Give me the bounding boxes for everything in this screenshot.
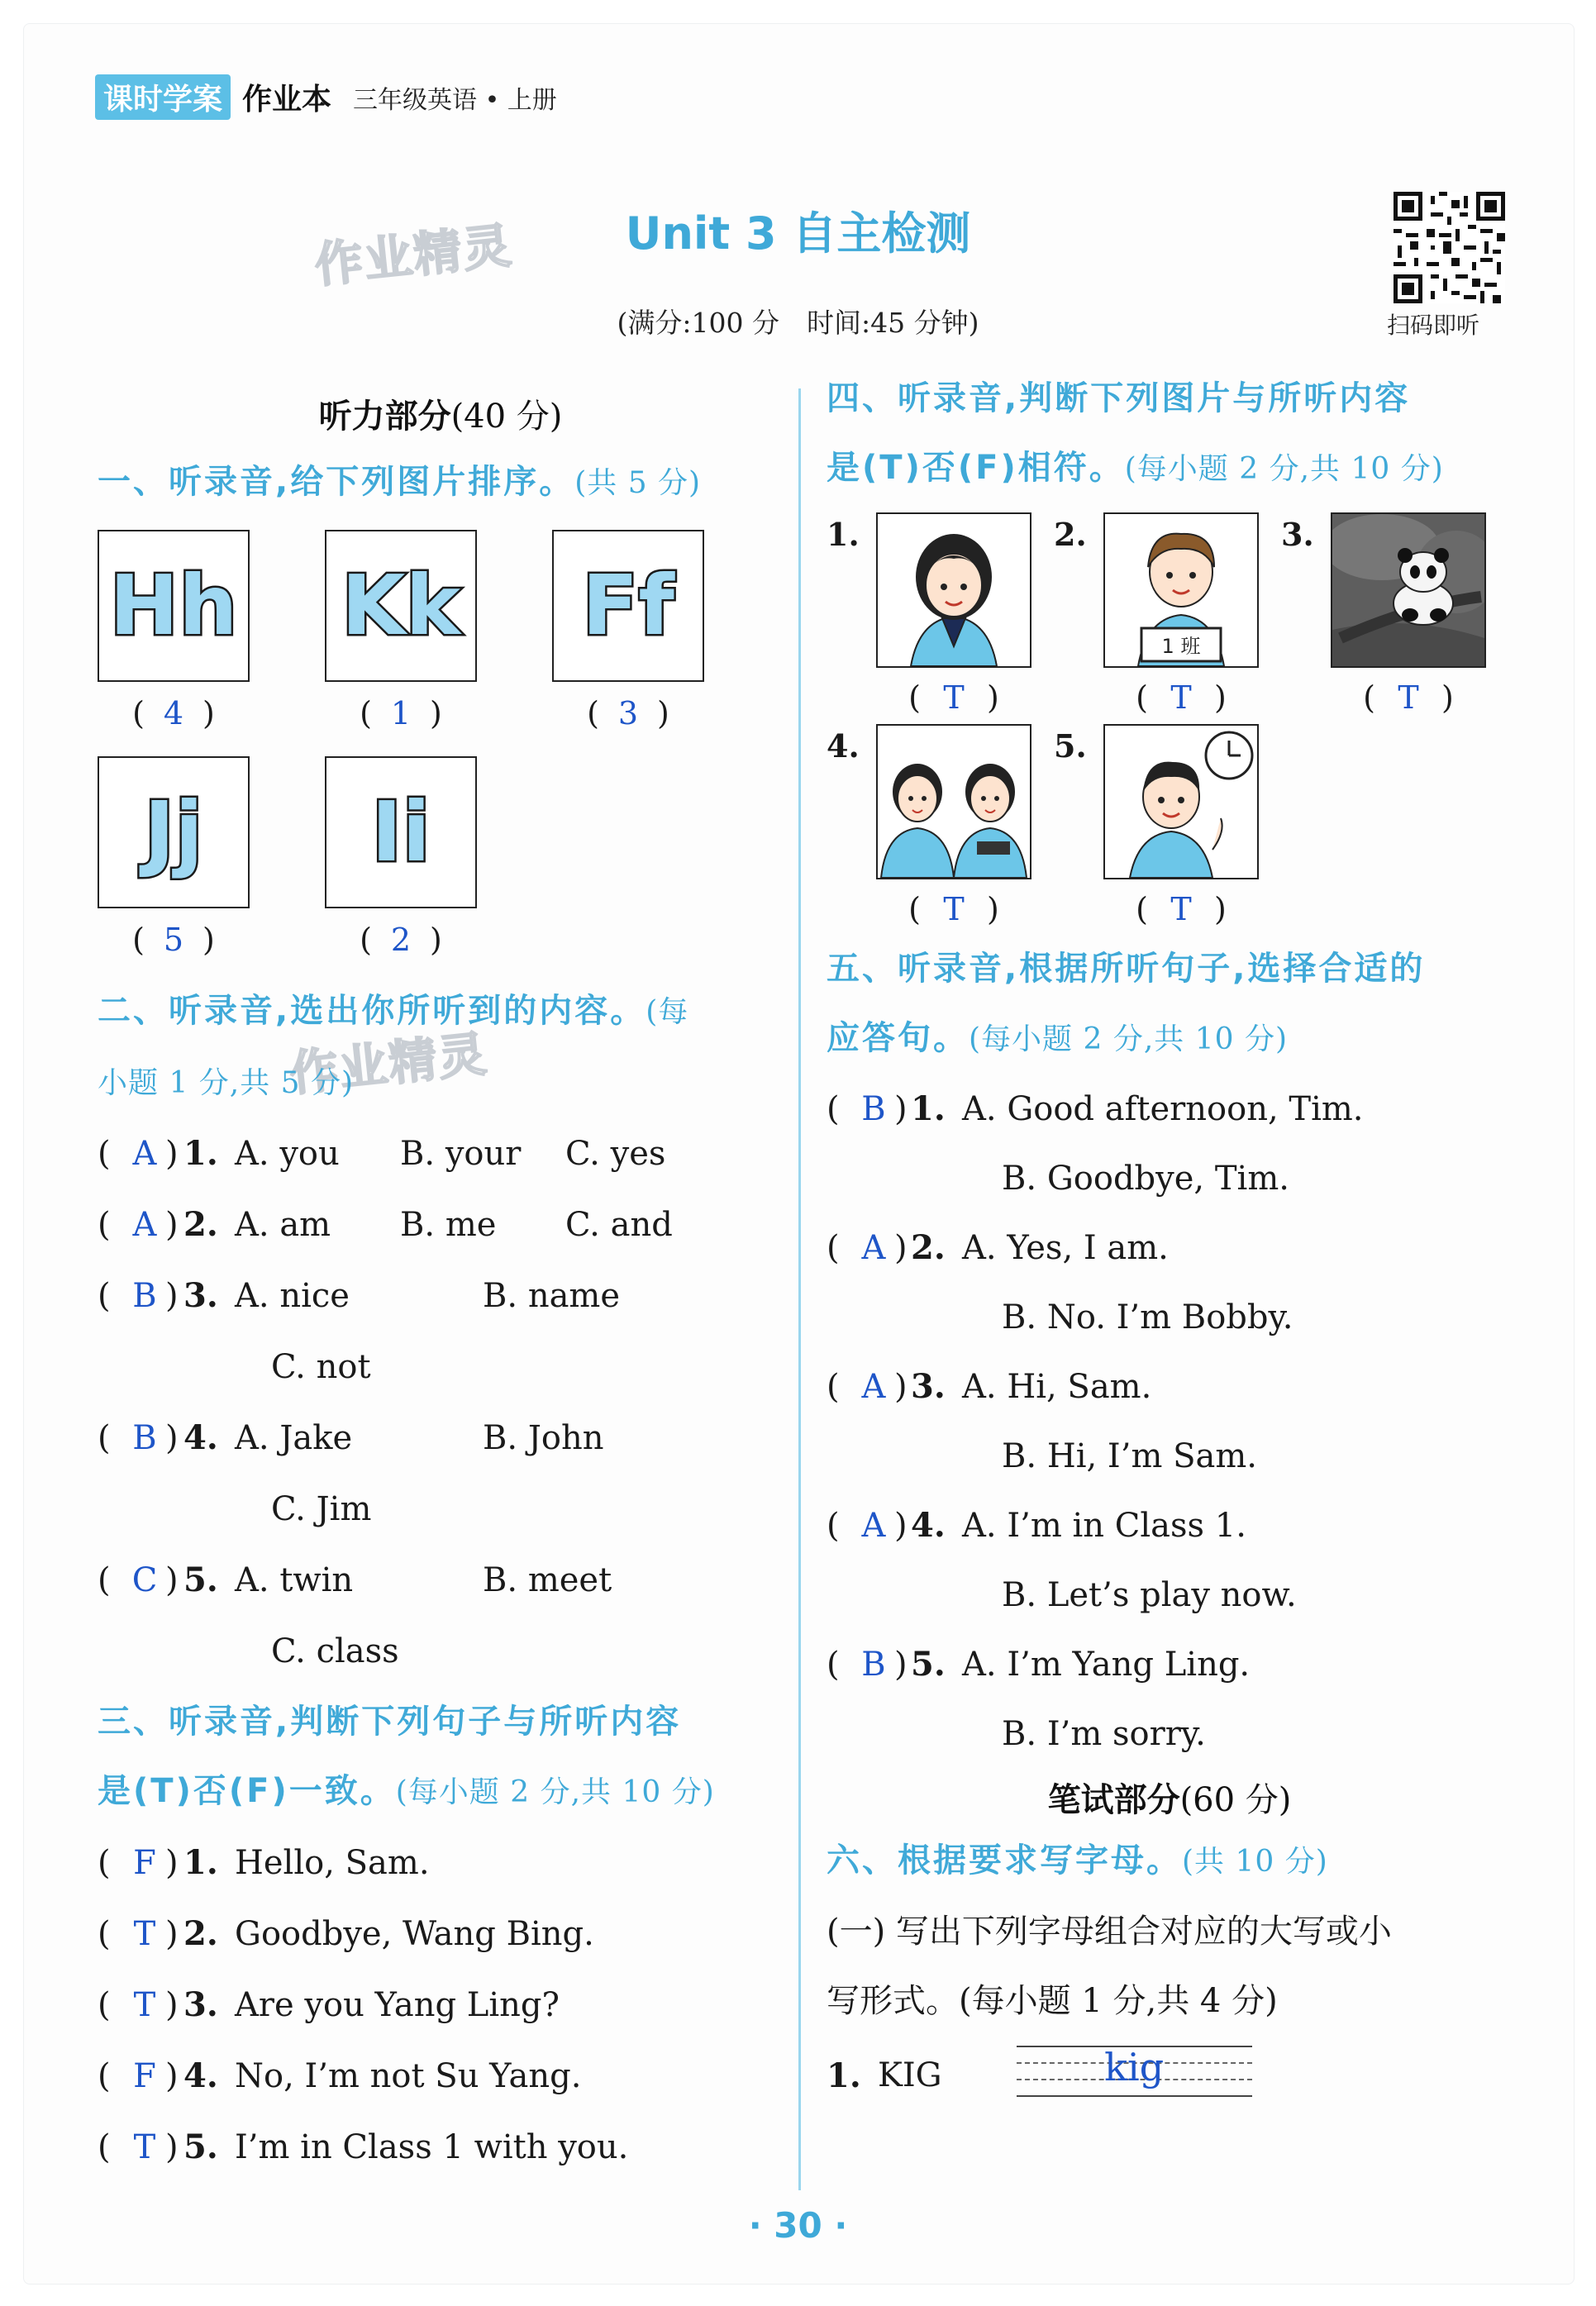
answer-text[interactable]: 1 [390,695,412,731]
option-b[interactable]: B. me [400,1206,497,1244]
right-column [827,379,1513,2108]
question-row: ( A ) 2. A. am B. me C. and [98,1189,784,1260]
qr-label: 扫码即听 [1387,312,1480,339]
question-row: ( B ) 4. A. Jake B. John [98,1403,784,1474]
answer-paren: ( 5 ) [132,922,215,958]
question-row: ( T ) 5. I’m in Class 1 with you. [98,2112,784,2183]
letter-prompt: KIG [878,2056,942,2094]
listening-points: (40 分) [450,398,563,436]
page-number: · 30 · [748,2205,848,2246]
picture-number: 2. [1054,516,1087,553]
section-5-heading [827,934,1513,1074]
option-b[interactable]: B. I’m sorry. [1002,1715,1206,1753]
writing-points: (60 分) [1179,1781,1292,1819]
option-a[interactable]: A. am [235,1206,331,1244]
letter-card [98,530,325,731]
picture-number: 1. [827,516,860,553]
question-row: ( F ) 4. No, I’m not Su Yang. [98,2041,784,2112]
girl-student-icon [878,514,1030,666]
writing-part-title [827,1774,1513,1821]
question-row: ( A ) 4. A. I’m in Class 1. [827,1491,1513,1560]
question-number: 4. [911,1506,946,1545]
letter-card [325,530,552,731]
book-header [95,74,557,120]
section-3-title: 三、听录音,判断下列句子与所听内容 [98,1703,682,1741]
answer-text[interactable]: F [133,2057,156,2095]
two-girls-icon [878,726,1030,878]
question-number: 3. [183,1276,218,1315]
four-line-writing-area[interactable] [1017,2042,1252,2108]
question-number: 5. [911,1645,946,1684]
answer-text[interactable]: A [132,1206,157,1244]
write-question-row [827,2042,1513,2108]
option-b[interactable]: B. Hi, I’m Sam. [1002,1437,1257,1475]
question-number: 1. [183,1134,218,1173]
listening-part-title [98,390,784,437]
sentence-text: No, I’m not Su Yang. [235,2057,582,2095]
option-b[interactable]: B. Goodbye, Tim. [1002,1160,1289,1198]
letter-box-ff [552,530,704,682]
answer-text[interactable]: B [132,1277,157,1315]
question-row: ( A ) 1. A. you B. your C. yes [98,1118,784,1189]
column-divider [798,388,801,2190]
question-row: ( T ) 3. Are you Yang Ling? [98,1970,784,2041]
answer-paren: ( T ) [1136,679,1227,716]
section-3-note: (每小题 2 分,共 10 分) [395,1775,715,1809]
option-c[interactable]: C. class [271,1632,399,1670]
option-b[interactable]: B. your [400,1135,522,1173]
option-a[interactable]: A. you [235,1135,340,1173]
section-2-note: (每 [646,995,689,1029]
letter-card [552,530,779,731]
brand-title: 作业本 [242,83,332,117]
option-c[interactable]: C. not [271,1348,371,1386]
picture-item [1054,512,1281,716]
letter-card [98,756,325,958]
letter-box-jj [98,756,250,908]
section-4-note: (每小题 2 分,共 10 分) [1124,452,1444,486]
letter-glyph: Hh [109,557,238,654]
listening-title: 听力部分 [318,398,451,436]
letter-glyph: Ff [582,557,674,654]
answer-text[interactable]: 3 [617,695,639,731]
brand-label: 课时学案 [95,74,231,120]
sentence-text: Goodbye, Wang Bing. [235,1915,594,1953]
section-1-note: (共 5 分) [574,466,702,500]
letter-ii-icon [328,783,474,882]
sentence-text: Hello, Sam. [235,1844,430,1882]
answer-text[interactable]: 4 [163,695,184,731]
score-time-info: (满分:100 分 时间:45 分钟) [617,307,979,339]
question-number: 5. [183,1560,218,1599]
question-row: ( A ) 2. A. Yes, I am. [827,1213,1513,1283]
option-c[interactable]: C. yes [565,1135,666,1173]
option-a[interactable]: A. Hi, Sam. [962,1368,1152,1406]
letter-ff-icon [555,556,701,655]
section-6-note: (共 10 分) [1182,1845,1328,1879]
question-number: 3. [183,1985,218,2024]
left-column [98,388,784,2183]
section-1-heading [98,447,784,518]
question-number: 2. [183,1205,218,1244]
question-row: ( B ) 5. A. I’m Yang Ling. [827,1630,1513,1699]
option-b[interactable]: B. No. I’m Bobby. [1002,1298,1293,1336]
letter-box-ii [325,756,477,908]
sub-instruction: 写形式。(每小题 1 分,共 4 分) [827,1982,1278,2020]
option-c[interactable]: C. Jim [271,1490,372,1528]
question-number: 3. [911,1367,946,1406]
question-number: 1. [911,1089,946,1128]
option-b[interactable]: B. John [483,1419,604,1457]
sub-instruction: (一) 写出下列字母组合对应的大写或小 [827,1913,1392,1951]
answer-text[interactable]: A [132,1135,157,1173]
answer-text[interactable]: B [132,1419,157,1457]
section-5-note: (每小题 2 分,共 10 分) [969,1022,1289,1056]
answer-text[interactable]: T [1170,679,1192,716]
option-a[interactable]: A. twin [235,1561,354,1599]
picture-item [1054,724,1281,927]
picture-number: 5. [1054,727,1087,765]
question-number: 2. [911,1228,946,1267]
writing-title: 笔试部分 [1047,1781,1180,1819]
option-b[interactable]: B. Let’s play now. [1002,1576,1297,1614]
answer-paren: ( 2 ) [360,922,442,958]
answer-paren: ( 1 ) [360,695,442,731]
letter-box-hh [98,530,250,682]
answer-paren: ( T ) [908,679,999,716]
option-b[interactable]: B. name [483,1277,621,1315]
answer-text[interactable]: T [133,1915,156,1953]
picture-number: 4. [827,727,860,765]
option-a[interactable]: A. Yes, I am. [962,1229,1169,1267]
question-row: ( B ) 1. A. Good afternoon, Tim. [827,1074,1513,1144]
question-number: 4. [183,1418,218,1457]
picture-frame [876,512,1031,668]
section-4-heading [827,364,1513,504]
answer-text[interactable]: T [1398,679,1419,716]
picture-number: 3. [1281,516,1314,553]
letter-kk-icon [328,556,474,655]
answer-text[interactable]: T [943,679,965,716]
sentence-text: Are you Yang Ling? [235,1986,560,2024]
option-b[interactable]: B. meet [483,1561,612,1599]
answer-text[interactable]: T [1170,891,1192,927]
answer-text[interactable]: A [861,1368,886,1406]
answer-paren: ( 3 ) [587,695,669,731]
answer-paren: ( T ) [908,891,999,927]
letter-hh-icon [101,556,246,655]
section-2-note: 小题 1 分,共 5 分) [98,1066,355,1100]
book-subtitle: 三年级英语 • 上册 [353,85,557,115]
question-row: ( A ) 3. A. Hi, Sam. [827,1352,1513,1422]
section-2-heading [98,976,784,1118]
option-c[interactable]: C. and [565,1206,673,1244]
answer-text[interactable]: B [861,1090,886,1128]
section-4-title: 是(T)否(F)相符。 [827,449,1125,487]
question-number: 5. [183,2127,218,2166]
class-sign-text: 1 班 [1161,635,1201,658]
letter-jj-icon [101,783,246,882]
answer-text[interactable]: 2 [390,922,412,958]
answer-text[interactable]: A [861,1507,886,1545]
answer-text[interactable]: kig [1104,2045,1165,2089]
letter-glyph: Ii [371,784,431,880]
answer-paren: ( 4 ) [132,695,215,731]
section-2-title: 二、听录音,选出你所听到的内容。 [98,992,646,1030]
question-row: ( B ) 3. A. nice B. name [98,1260,784,1332]
answer-text[interactable]: F [133,1844,156,1882]
question-number: 1. [183,1843,218,1882]
picture-frame [1331,512,1486,668]
option-a[interactable]: A. I’m in Class 1. [962,1507,1246,1545]
qr-code-icon[interactable] [1394,192,1505,303]
option-a[interactable]: A. Good afternoon, Tim. [962,1090,1364,1128]
question-number: 1. [827,2056,861,2095]
answer-text[interactable]: 5 [163,922,184,958]
answer-text[interactable]: B [861,1646,886,1684]
answer-text[interactable]: T [133,1986,156,2024]
option-a[interactable]: A. nice [235,1277,350,1315]
question-row: ( C ) 5. A. twin B. meet [98,1545,784,1616]
section-4-title: 四、听录音,判断下列图片与所听内容 [827,379,1411,417]
letter-box-kk [325,530,477,682]
answer-paren: ( T ) [1136,891,1227,927]
boy-waving-clock-icon [1105,726,1257,878]
watermark: 作业精灵 [287,1025,491,1103]
answer-text[interactable]: C [131,1561,158,1599]
letter-glyph: Kk [341,557,460,654]
picture-frame [1103,512,1259,668]
picture-item [827,512,1054,716]
section-3-heading [98,1687,784,1827]
letter-glyph: Jj [144,784,203,880]
picture-row [827,724,1513,927]
section-6-title: 六、根据要求写字母。 [827,1841,1182,1880]
section-6-heading [827,1826,1513,1897]
picture-row [827,512,1513,716]
option-a[interactable]: A. Jake [235,1419,353,1457]
section-5-title: 应答句。 [827,1019,969,1057]
page-title: Unit 3 自主检测 [625,207,971,260]
option-a[interactable]: A. I’m Yang Ling. [962,1646,1251,1684]
answer-text[interactable]: A [861,1229,886,1267]
boy-with-class-sign-icon [1105,514,1257,666]
letter-card-grid [98,530,784,983]
panda-in-tree-icon [1332,514,1484,666]
question-number: 4. [183,2056,218,2095]
sentence-text: I’m in Class 1 with you. [235,2128,629,2166]
watermark: 作业精灵 [312,217,516,294]
answer-text[interactable]: T [133,2128,156,2166]
picture-frame [876,724,1031,879]
question-number: 2. [183,1914,218,1953]
answer-paren: ( T ) [1363,679,1454,716]
section-3-title: 是(T)否(F)一致。 [98,1772,396,1810]
answer-text[interactable]: T [943,891,965,927]
picture-item [827,724,1054,927]
letter-card [325,756,552,958]
picture-item [1281,512,1508,716]
question-row: ( T ) 2. Goodbye, Wang Bing. [98,1899,784,1970]
section-5-title: 五、听录音,根据所听句子,选择合适的 [827,950,1426,988]
section-1-title: 一、听录音,给下列图片排序。 [98,463,575,501]
question-row: ( F ) 1. Hello, Sam. [98,1827,784,1899]
picture-frame [1103,724,1259,879]
